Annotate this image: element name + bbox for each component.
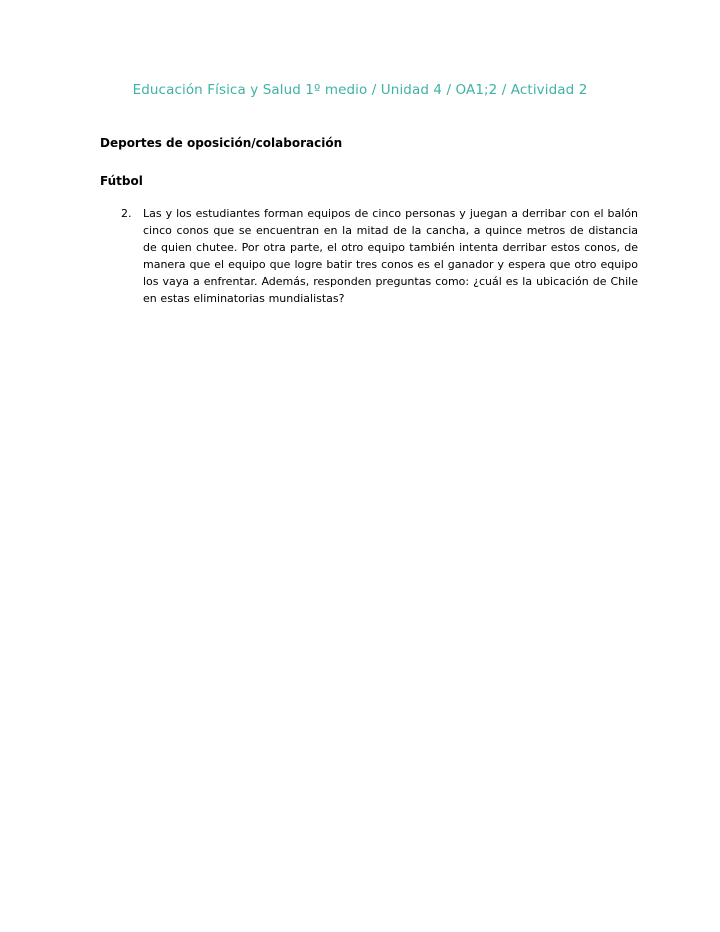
section-heading-deportes: Deportes de oposición/colaboración <box>100 136 343 150</box>
numbered-list-item <box>121 205 638 307</box>
list-item-text: Las y los estudiantes forman equipos de cinco personas y juegan a derribar con el balón cinco conos que se encuentran en la mitad de la cancha, a quince metros de distancia de quien chutee. Por otra parte, el otro equipo también intenta derribar estos conos, de manera que el equipo que logre batir tres conos es el ganador y espera que otro equipo los vaya a enfrentar. Además, responden preguntas como: ¿cuál es la ubicación de Chile en estas eliminatorias mundialistas? <box>143 207 638 305</box>
document-title: Educación Física y Salud 1º medio / Unidad 4 / OA1;2 / Actividad 2 <box>132 82 588 98</box>
subsection-heading-futbol: Fútbol <box>100 174 143 188</box>
list-item-number: 2. <box>121 207 132 220</box>
